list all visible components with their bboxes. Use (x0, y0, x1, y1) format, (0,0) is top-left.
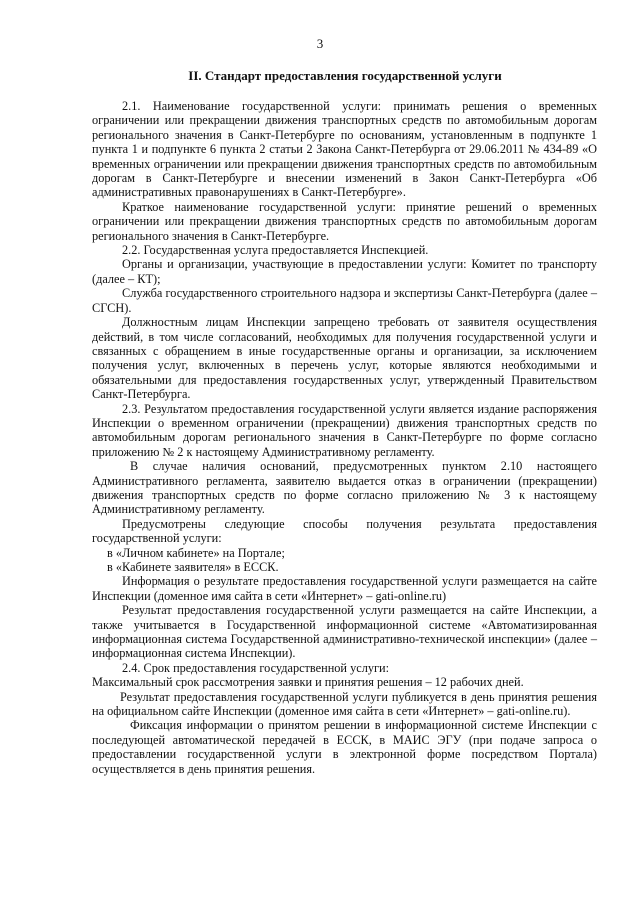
section-title: II. Стандарт предоставления государственной услуги (188, 68, 502, 83)
paragraph: Максимальный срок рассмотрения заявки и принятия решения – 12 рабочих дней. (92, 675, 524, 690)
paragraph: 2.4. Срок предоставления государственной услуги: (122, 660, 390, 675)
paragraph: Предусмотрены следующие способы получения результата предоставления государственной услуги: (92, 516, 597, 546)
paragraph: В случае наличия оснований, предусмотренных пунктом 2.10 настоящего Административного регламента, заявителю выдается отказ в ограничении (прекращении) движения транспортных средств по форме согласно приложению № 3 к настоящему Административному регламенту. (92, 459, 597, 517)
paragraph: Фиксация информации о принятом решении в информационной системе Инспекции с последующей автоматической передачей в ЕССК, в МАИС ЭГУ (при подаче запроса о предоставлении государственной услуги в электронной форме посредством Портала) осуществляется в день принятия решения. (92, 718, 597, 776)
paragraph: 2.2. Государственная услуга предоставляется Инспекцией. (122, 243, 429, 258)
paragraph: Служба государственного строительного надзора и экспертизы Санкт-Петербурга (далее – СГСН). (92, 286, 597, 315)
paragraph: Информация о результате предоставления государственной услуги размещается на сайте Инспекции (доменное имя сайта в сети «Интернет» – gati-online.ru) (92, 574, 597, 603)
paragraph: в «Кабинете заявителя» в ЕССК. (107, 560, 279, 574)
paragraph: Краткое наименование государственной услуги: принятие решений о временных ограничении или прекращении движения транспортных средств по автомобильным дорогам регионального значения в Санкт-Петербурге. (92, 199, 597, 243)
paragraph: Результат предоставления государственной услуги размещается на сайте Инспекции, а также учитывается в Государственной информационной системе «Автоматизированная информационная система Государственной административно-технической инспекции» (далее – информационная система Инспекции). (92, 603, 597, 661)
page-number: 3 (316, 36, 324, 51)
document-body (92, 99, 597, 776)
paragraph: Должностным лицам Инспекции запрещено требовать от заявителя осуществления действий, в том числе согласований, необходимых для получения государственной услуги и связанных с обращением в иные государственные органы и организации, за исключением получения услуг, включенных в перечень услуг, которые являются необходимыми и обязательными для предоставления государственных услуг, утвержденный Правительством Санкт-Петербурга. (92, 315, 597, 402)
paragraph: Результат предоставления государственной услуги публикуется в день принятия решения на официальном сайте Инспекции (доменное имя сайта в сети «Интернет» – gati-online.ru). (92, 689, 597, 719)
paragraph: 2.1. Наименование государственной услуги: принимать решения о временных ограничении или прекращении движения транспортных средств по автомобильным дорогам регионального значения в Санкт-Петербурге по основаниям, установленным в подпункте 1 пункта 1 и подпункте 6 пункта 2 статьи 2 Закона Санкт-Петербурга от 29.06.2011 № 434-89 «О временных ограничении или прекращении движения транспортных средств по автомобильным дорогам в Санкт-Петербурге и внесении изменений в Закон Санкт-Петербурга «Об административных правонарушениях в Санкт-Петербурге». (92, 99, 597, 200)
paragraph: Органы и организации, участвующие в предоставлении услуги: Комитет по транспорту (далее – КТ); (92, 257, 597, 286)
paragraph: в «Личном кабинете» на Портале; (107, 545, 285, 560)
paragraph: 2.3. Результатом предоставления государственной услуги является издание распоряжения Инспекции о временном ограничении (прекращении) движения транспортных средств по автомобильным дорогам регионального значения в Санкт-Петербурге по форме согласно приложению № 2 к настоящему Административному регламенту. (92, 401, 597, 459)
